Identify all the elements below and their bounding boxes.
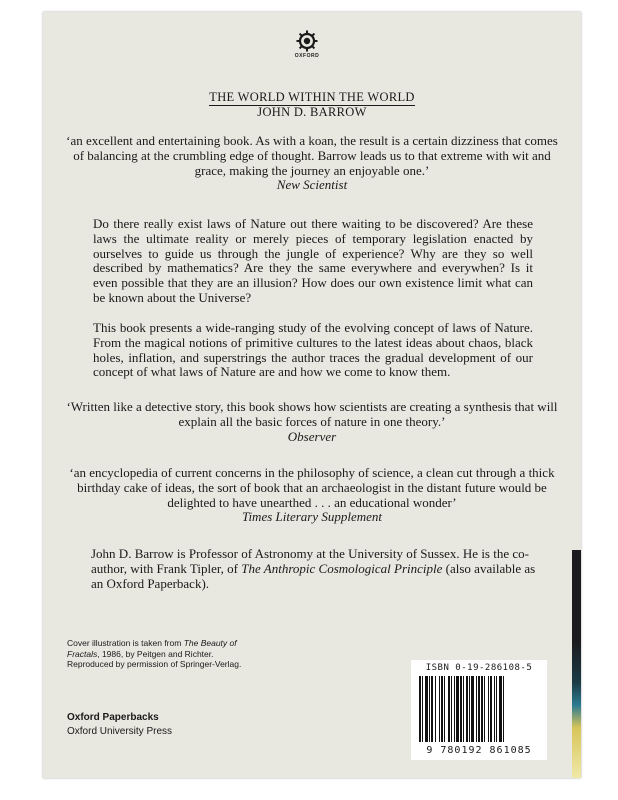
oxford-logo-icon <box>296 30 318 52</box>
quote-tls <box>65 466 559 525</box>
author-bio: John D. Barrow is Professor of Astronomy at the University of Sussex. He is the co-author, with Frank Tipler, of The Anthropic Cosmological Principle (also available as an Oxford Paperback). <box>91 546 536 591</box>
quote-source: New Scientist <box>276 177 348 193</box>
quote-new-scientist <box>65 134 559 193</box>
description-paragraph-1: Do there really exist laws of Nature out there waiting to be discovered? Are these laws the ultimate reality or merely pieces of temporary legislation enacted by ourselves to guide us through the jungle of experience? Why are they so well described by mathematics? Are they the same everywhere and everywhen? Is it even possible that they are an illusion? How does our own existence limit what can be known about the Universe? <box>93 216 533 305</box>
description-paragraph-2: This book presents a wide-ranging study of the evolving concept of laws of Nature. From the magical notions of primitive cultures to the latest ideas about chaos, black holes, inflation, and superstrings the author traces the gradual development of our concept of what laws of Nature are and how we come to know them. <box>93 320 533 380</box>
logo-text: OXFORD <box>294 53 320 59</box>
publisher-series: Oxford Paperbacks <box>67 712 159 723</box>
bio-book-title: The Anthropic Cosmological Principle <box>241 560 443 576</box>
quote-text: ‘an excellent and entertaining book. As with a koan, the result is a certain dizziness that comes of balancing at the crumbling edge of thought. Barrow leads us to that extreme with wit and grace, making the journey an enjoyable one.’ <box>66 133 558 178</box>
quote-observer <box>65 400 559 444</box>
publisher-logo <box>289 30 325 59</box>
barcode-number: 9 780192 861085 <box>426 745 532 756</box>
quote-text: ‘Written like a detective story, this book shows how scientists are creating a synthesis that will explain all the basic forces of nature in one theory.’ <box>66 399 558 429</box>
quote-source: Times Literary Supplement <box>241 509 383 525</box>
barcode-panel <box>411 660 547 760</box>
book-title: THE WORLD WITHIN THE WORLD <box>209 90 415 104</box>
isbn-label: ISBN 0-19-286108-5 <box>425 663 533 673</box>
book-author: JOHN D. BARROW <box>257 105 367 119</box>
credit-book-title: The Beauty of Fractals <box>67 638 237 659</box>
barcode-icon <box>417 676 541 744</box>
publisher-name: Oxford University Press <box>67 726 173 737</box>
quote-source: Observer <box>287 428 337 444</box>
cover-art-strip <box>572 550 581 778</box>
back-cover <box>43 12 581 778</box>
quote-text: ‘an encyclopedia of current concerns in the philosophy of science, a clean cut through a thick birthday cake of ideas, the sort of book that an archaeologist in the distant future would be delighted to have unearthed . . . an educational wonder’ <box>69 465 555 510</box>
cover-credit: Cover illustration is taken from The Beauty of Fractals, 1986, by Peitgen and Richter. Reproduced by permission of Springer-Verlag. <box>67 638 242 669</box>
